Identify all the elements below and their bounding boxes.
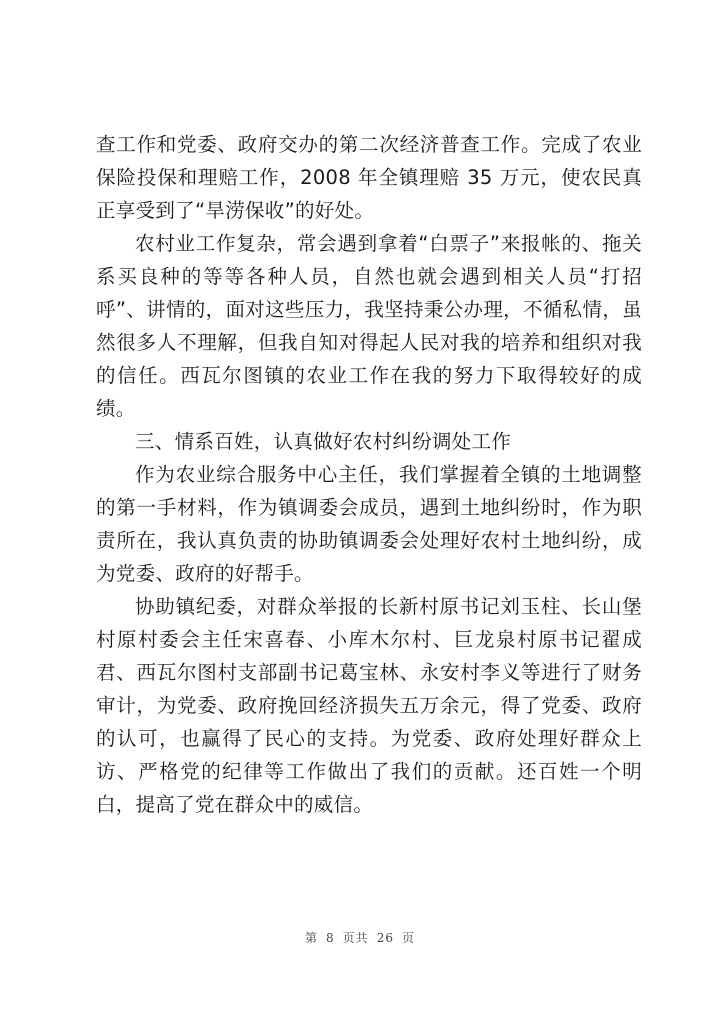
document-body <box>96 128 642 821</box>
page-footer <box>0 929 720 946</box>
paragraph-continuation: 查工作和党委、政府交办的第二次经济普查工作。完成了农业保险投保和理赔工作，2008 年全镇理赔 35 万元，使农民真正享受到了“旱涝保收”的好处。 <box>96 133 642 222</box>
footer-suffix: 页 <box>401 931 415 945</box>
footer-current-page: 8 <box>326 931 335 945</box>
footer-middle: 页共 <box>342 931 369 945</box>
paragraph-agricultural-work: 农村业工作复杂，常会遇到拿着“白票子”来报帐的、拖关系买良种的等等各种人员，自然也就会遇到相关人员“打招呼”、讲情的，面对这些压力，我坚持秉公办理，不循私情，虽然很多人不理解，但我自知对得起人民对我的培养和组织对我的信任。西瓦尔图镇的农业工作在我的努力下取得较好的成绩。 <box>96 232 642 420</box>
footer-prefix: 第 <box>305 931 319 945</box>
footer-total-pages: 26 <box>376 931 394 945</box>
paragraph-discipline-audit: 协助镇纪委，对群众举报的长新村原书记刘玉柱、长山堡村原村委会主任宋喜春、小库木尔村、巨龙泉村原书记翟成君、西瓦尔图村支部副书记葛宝林、永安村李义等进行了财务审计，为党委、政府挽回经济损失五万余元，得了党委、政府的认可，也赢得了民心的支持。为党委、政府处理好群众上访、严格党的纪律等工作做出了我们的贡献。还百姓一个明白，提高了党在群众中的威信。 <box>96 595 642 816</box>
paragraph-service-center: 作为农业综合服务中心主任，我们掌握着全镇的土地调整的第一手材料，作为镇调委会成员，遇到土地纠纷时，作为职责所在，我认真负责的协助镇调委会处理好农村土地纠纷，成为党委、政府的好帮手。 <box>96 463 642 585</box>
section-heading-dispute-mediation: 三、情系百姓，认真做好农村纠纷调处工作 <box>135 430 512 453</box>
